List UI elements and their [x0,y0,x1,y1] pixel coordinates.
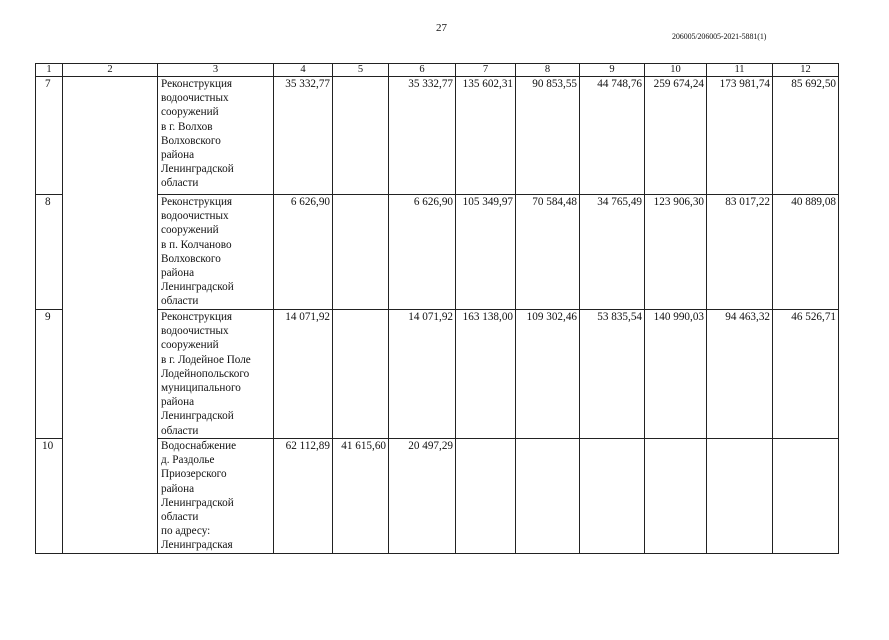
document-id: 206005/206005-2021-5881(1) [672,32,767,41]
cell-col-9 [580,439,645,554]
cell-col-4: 35 332,77 [274,77,333,195]
page-number: 27 [436,22,447,34]
row-number: 9 [36,310,63,439]
cell-col-11 [707,439,773,554]
cell-col-12: 40 889,08 [773,195,839,310]
cell-col-7: 135 602,31 [456,77,516,195]
column-number: 3 [158,64,274,77]
object-name: Реконструкция водоочистных сооружений в г. Лодейное Поле Лодейнопольского муниципального района Ленинградской области [158,310,274,439]
cell-col-5 [333,195,389,310]
column-number: 6 [389,64,456,77]
row-number: 8 [36,195,63,310]
column-number: 10 [645,64,707,77]
column-number: 11 [707,64,773,77]
cell-col-8: 109 302,46 [516,310,580,439]
column-number: 8 [516,64,580,77]
cell-col-8: 70 584,48 [516,195,580,310]
cell-col-8 [516,439,580,554]
cell-col-9: 44 748,76 [580,77,645,195]
column-number: 9 [580,64,645,77]
column-number: 7 [456,64,516,77]
object-name: Водоснабжение д. Раздолье Приозерского района Ленинградской области по адресу: Ленинградская [158,439,274,554]
column-number: 5 [333,64,389,77]
column-number: 4 [274,64,333,77]
cell-col-5: 41 615,60 [333,439,389,554]
cell-col-11: 94 463,32 [707,310,773,439]
cell-col-9: 53 835,54 [580,310,645,439]
cell-col-6: 20 497,29 [389,439,456,554]
cell-col-11: 173 981,74 [707,77,773,195]
row-number: 7 [36,77,63,195]
cell-col-12 [773,439,839,554]
cell-col-6: 35 332,77 [389,77,456,195]
cell-col-5 [333,77,389,195]
object-name: Реконструкция водоочистных сооружений в п. Колчаново Волховского района Ленинградской области [158,195,274,310]
cell-col-4: 6 626,90 [274,195,333,310]
cell-col-4: 62 112,89 [274,439,333,554]
cell-col-12: 46 526,71 [773,310,839,439]
merged-empty-cell [63,77,158,554]
cell-col-6: 14 071,92 [389,310,456,439]
cell-col-5 [333,310,389,439]
column-number-row [36,64,839,77]
row-number: 10 [36,439,63,554]
data-table [35,63,839,554]
column-number: 1 [36,64,63,77]
cell-col-7 [456,439,516,554]
cell-col-4: 14 071,92 [274,310,333,439]
cell-col-7: 163 138,00 [456,310,516,439]
table-row [36,77,839,195]
cell-col-7: 105 349,97 [456,195,516,310]
cell-col-9: 34 765,49 [580,195,645,310]
column-number: 2 [63,64,158,77]
cell-col-10: 140 990,03 [645,310,707,439]
object-name: Реконструкция водоочистных сооружений в г. Волхов Волховского района Ленинградской области [158,77,274,195]
cell-col-10: 123 906,30 [645,195,707,310]
cell-col-12: 85 692,50 [773,77,839,195]
cell-col-6: 6 626,90 [389,195,456,310]
cell-col-10: 259 674,24 [645,77,707,195]
cell-col-10 [645,439,707,554]
cell-col-11: 83 017,22 [707,195,773,310]
cell-col-8: 90 853,55 [516,77,580,195]
column-number: 12 [773,64,839,77]
